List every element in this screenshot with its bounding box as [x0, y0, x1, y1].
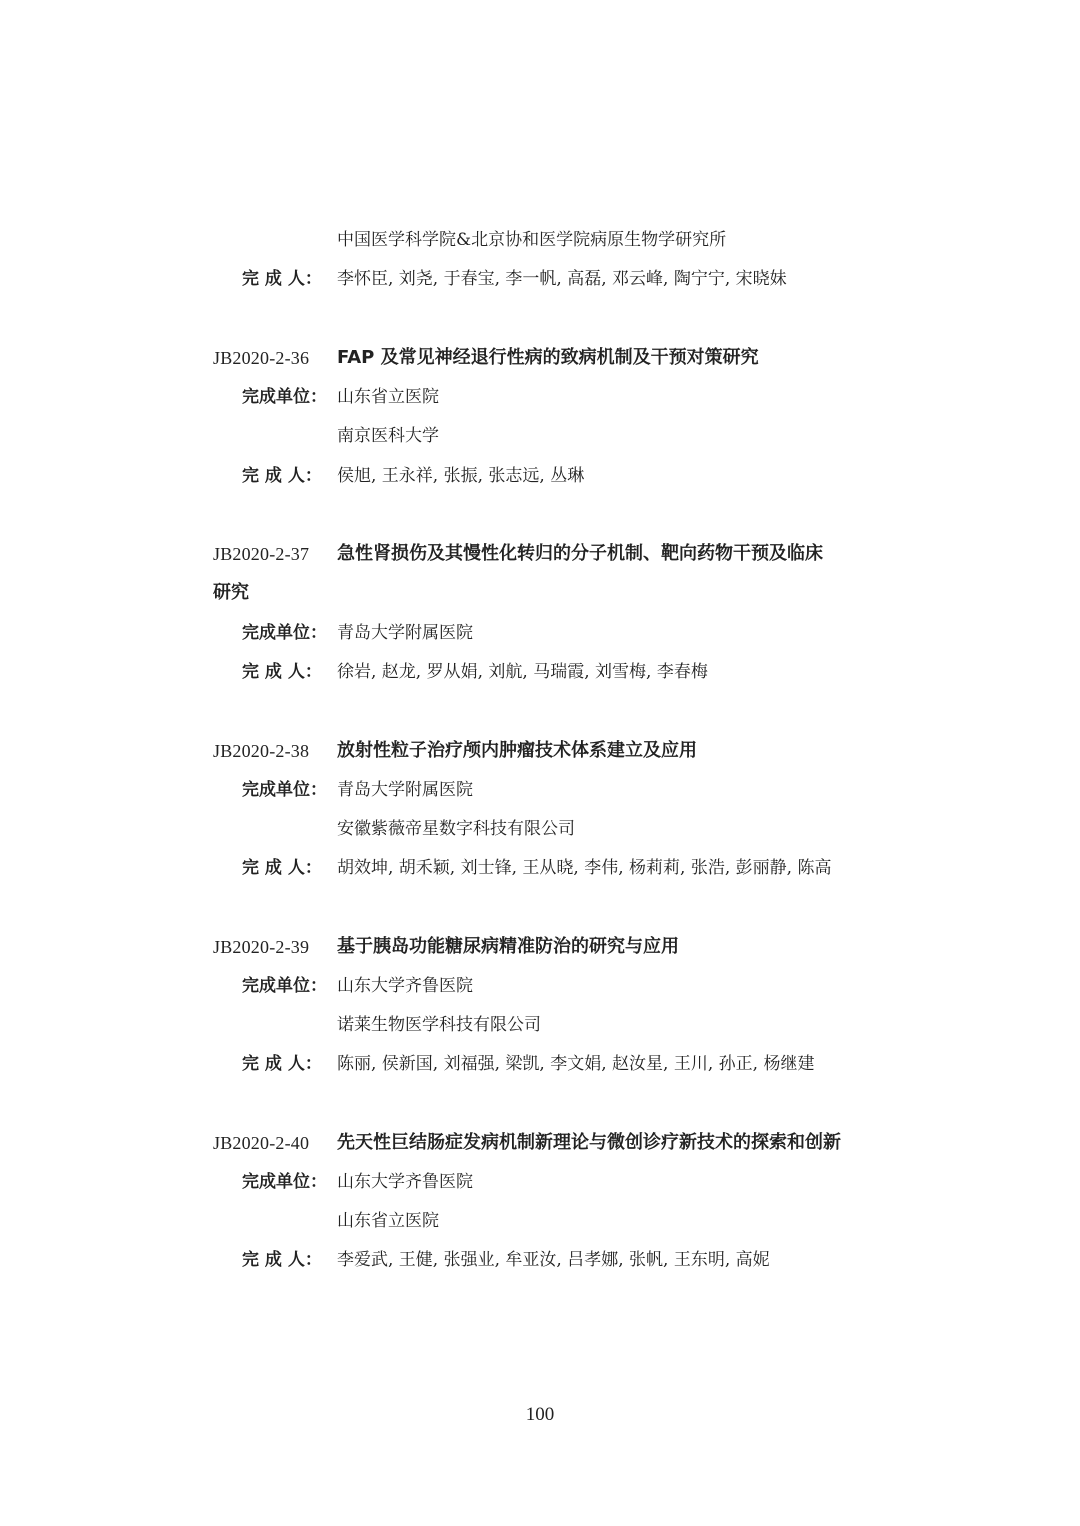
entry-37-title: 急性肾损伤及其慢性化转归的分子机制、靶向药物干预及临床	[337, 543, 823, 564]
entry-38-unit-1: 青岛大学附属医院	[337, 780, 473, 800]
entry-40-people-label: 完 成 人：	[242, 1250, 322, 1270]
entry-36-unit-label: 完成单位：	[242, 387, 327, 407]
continuation-people-label: 完 成 人：	[242, 269, 322, 289]
entry-36-unit-2: 南京医科大学	[337, 426, 439, 446]
entry-38-people-label: 完 成 人：	[242, 858, 322, 878]
entry-38-code: JB2020-2-38	[213, 741, 310, 761]
entry-37-people: 徐岩, 赵龙, 罗从娟, 刘航, 马瑞霞, 刘雪梅, 李春梅	[337, 662, 708, 682]
entry-37-people-label: 完 成 人：	[242, 662, 322, 682]
entry-40-unit-label: 完成单位：	[242, 1172, 327, 1192]
entry-36-people: 侯旭, 王永祥, 张振, 张志远, 丛琳	[337, 466, 585, 486]
entry-39-people: 陈丽, 侯新国, 刘福强, 梁凯, 李文娟, 赵汝星, 王川, 孙正, 杨继建	[337, 1054, 815, 1074]
entry-37-code: JB2020-2-37	[213, 544, 310, 564]
entry-37-unit-1: 青岛大学附属医院	[337, 623, 473, 643]
entry-36-people-label: 完 成 人：	[242, 466, 322, 486]
entry-39-people-label: 完 成 人：	[242, 1054, 322, 1074]
entry-37-title-cont: 研究	[213, 582, 249, 603]
entry-38-unit-2: 安徽紫薇帝星数字科技有限公司	[337, 819, 575, 839]
entry-38-unit-label: 完成单位：	[242, 780, 327, 800]
entry-39-unit-2: 诺莱生物医学科技有限公司	[337, 1015, 541, 1035]
entry-40-code: JB2020-2-40	[213, 1133, 310, 1153]
entry-36-unit-1: 山东省立医院	[337, 387, 439, 407]
entry-40-title: 先天性巨结肠症发病机制新理论与微创诊疗新技术的探索和创新	[337, 1132, 841, 1153]
continuation-unit: 中国医学科学院&北京协和医学院病原生物学研究所	[337, 230, 727, 250]
entry-36-code: JB2020-2-36	[213, 348, 310, 368]
page-number: 100	[525, 1404, 555, 1425]
entry-40-unit-1: 山东大学齐鲁医院	[337, 1172, 473, 1192]
entry-39-unit-1: 山东大学齐鲁医院	[337, 976, 473, 996]
entry-40-unit-2: 山东省立医院	[337, 1211, 439, 1231]
entry-39-code: JB2020-2-39	[213, 937, 310, 957]
entry-37-unit-label: 完成单位：	[242, 623, 327, 643]
entry-38-title: 放射性粒子治疗颅内肿瘤技术体系建立及应用	[337, 740, 697, 761]
entry-38-people: 胡效坤, 胡禾颖, 刘士锋, 王从晓, 李伟, 杨莉莉, 张浩, 彭丽静, 陈高	[337, 858, 832, 878]
entry-36-title: FAP 及常见神经退行性病的致病机制及干预对策研究	[337, 347, 759, 368]
entry-40-people: 李爱武, 王健, 张强业, 牟亚汝, 吕孝娜, 张帆, 王东明, 高妮	[337, 1250, 770, 1270]
continuation-people: 李怀臣, 刘尧, 于春宝, 李一帆, 高磊, 邓云峰, 陶宁宁, 宋晓妹	[337, 269, 787, 289]
entry-39-unit-label: 完成单位：	[242, 976, 327, 996]
entry-39-title: 基于胰岛功能糖尿病精准防治的研究与应用	[337, 936, 679, 957]
